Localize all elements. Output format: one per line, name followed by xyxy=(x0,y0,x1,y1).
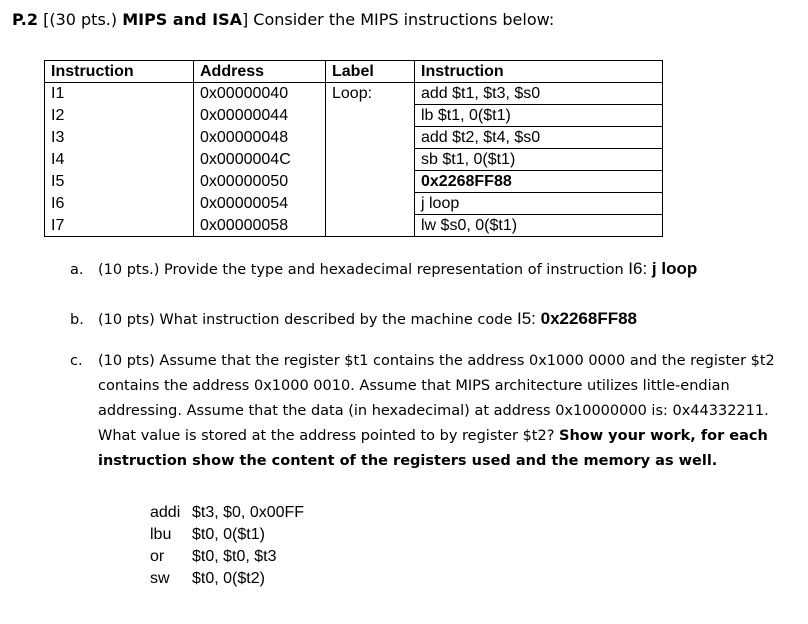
instruction-ref: I6: xyxy=(628,259,652,278)
operands: $t3, $0, 0x00FF xyxy=(192,504,305,521)
question-text: (10 pts.) Provide the type and hexadecimal representation of instruction xyxy=(98,262,629,278)
instruction: add $t2, $t4, $s0 xyxy=(415,127,663,149)
topic-title: MIPS and ISA xyxy=(122,10,242,29)
question-b xyxy=(70,306,637,333)
operands: $t0, $t0, $t3 xyxy=(192,548,277,565)
table-row xyxy=(45,193,663,215)
header-instruction: Instruction xyxy=(415,61,663,83)
operands: $t0, 0($t2) xyxy=(192,570,265,587)
question-line: (10 pts) Assume that the register $t1 contains the address 0x1000 0000 and the register $t2 xyxy=(98,353,775,369)
question-line: addressing. Assume that the data (in hexadecimal) at address 0x10000000 is: 0x44332211. xyxy=(98,403,769,419)
label: Loop: xyxy=(326,83,415,105)
table-row xyxy=(45,171,663,193)
address: 0x00000050 xyxy=(194,171,326,193)
table-row xyxy=(45,149,663,171)
header-rest: ] Consider the MIPS instructions below: xyxy=(241,10,555,29)
instruction-table xyxy=(44,60,663,237)
question-target: j loop xyxy=(651,259,698,278)
instruction-id: I1 xyxy=(45,83,194,105)
label xyxy=(326,127,415,149)
operands: $t0, 0($t1) xyxy=(192,526,265,543)
header-instruction-id: Instruction xyxy=(45,61,194,83)
table-row xyxy=(45,83,663,105)
question-letter: b. xyxy=(70,312,84,328)
label xyxy=(326,105,415,127)
question-letter: c. xyxy=(70,353,83,369)
question-target: 0x2268FF88 xyxy=(540,309,638,328)
opcode: sw xyxy=(150,570,170,587)
table-header-row xyxy=(45,61,663,83)
label xyxy=(326,215,415,237)
address: 0x00000048 xyxy=(194,127,326,149)
instruction: j loop xyxy=(415,193,663,215)
instruction-id: I2 xyxy=(45,105,194,127)
address: 0x00000040 xyxy=(194,83,326,105)
instruction-ref: I5: xyxy=(516,309,541,328)
problem-header xyxy=(12,10,554,29)
address: 0x00000054 xyxy=(194,193,326,215)
instruction: 0x2268FF88 xyxy=(415,171,663,193)
opcode: addi xyxy=(150,504,181,521)
code-line xyxy=(150,568,304,590)
question-line-emphasis: Show your work, for each xyxy=(559,428,768,444)
table-row xyxy=(45,105,663,127)
instruction-id: I6 xyxy=(45,193,194,215)
opcode: or xyxy=(150,548,165,565)
instruction-id: I7 xyxy=(45,215,194,237)
question-line-emphasis: instruction show the content of the registers used and the memory as well. xyxy=(98,453,718,469)
problem-number: P.2 xyxy=(12,10,38,29)
instruction-id: I4 xyxy=(45,149,194,171)
label xyxy=(326,149,415,171)
header-label: Label xyxy=(326,61,415,83)
question-letter: a. xyxy=(70,262,84,278)
code-line xyxy=(150,502,304,524)
instruction: lb $t1, 0($t1) xyxy=(415,105,663,127)
points-open: [(30 pts.) xyxy=(43,10,123,29)
question-text: (10 pts) What instruction described by the machine code xyxy=(98,312,517,328)
instruction: sb $t1, 0($t1) xyxy=(415,149,663,171)
instruction-id: I5 xyxy=(45,171,194,193)
code-line xyxy=(150,546,304,568)
instruction: lw $s0, 0($t1) xyxy=(415,215,663,237)
instruction: add $t1, $t3, $s0 xyxy=(415,83,663,105)
question-a xyxy=(70,256,697,283)
table-row xyxy=(45,127,663,149)
address: 0x00000058 xyxy=(194,215,326,237)
question-body xyxy=(98,349,788,474)
table-row xyxy=(45,215,663,237)
instruction-id: I3 xyxy=(45,127,194,149)
question-line-plain: What value is stored at the address pointed to by register $t2? xyxy=(98,428,560,444)
question-line: contains the address 0x1000 0010. Assume that MIPS architecture utilizes little-endian xyxy=(98,378,730,394)
header-address: Address xyxy=(194,61,326,83)
code-line xyxy=(150,524,304,546)
question-line xyxy=(98,424,788,449)
label xyxy=(326,171,415,193)
address: 0x00000044 xyxy=(194,105,326,127)
code-block xyxy=(150,502,304,590)
question-c xyxy=(70,349,790,469)
opcode: lbu xyxy=(150,526,172,543)
label xyxy=(326,193,415,215)
address: 0x0000004C xyxy=(194,149,326,171)
